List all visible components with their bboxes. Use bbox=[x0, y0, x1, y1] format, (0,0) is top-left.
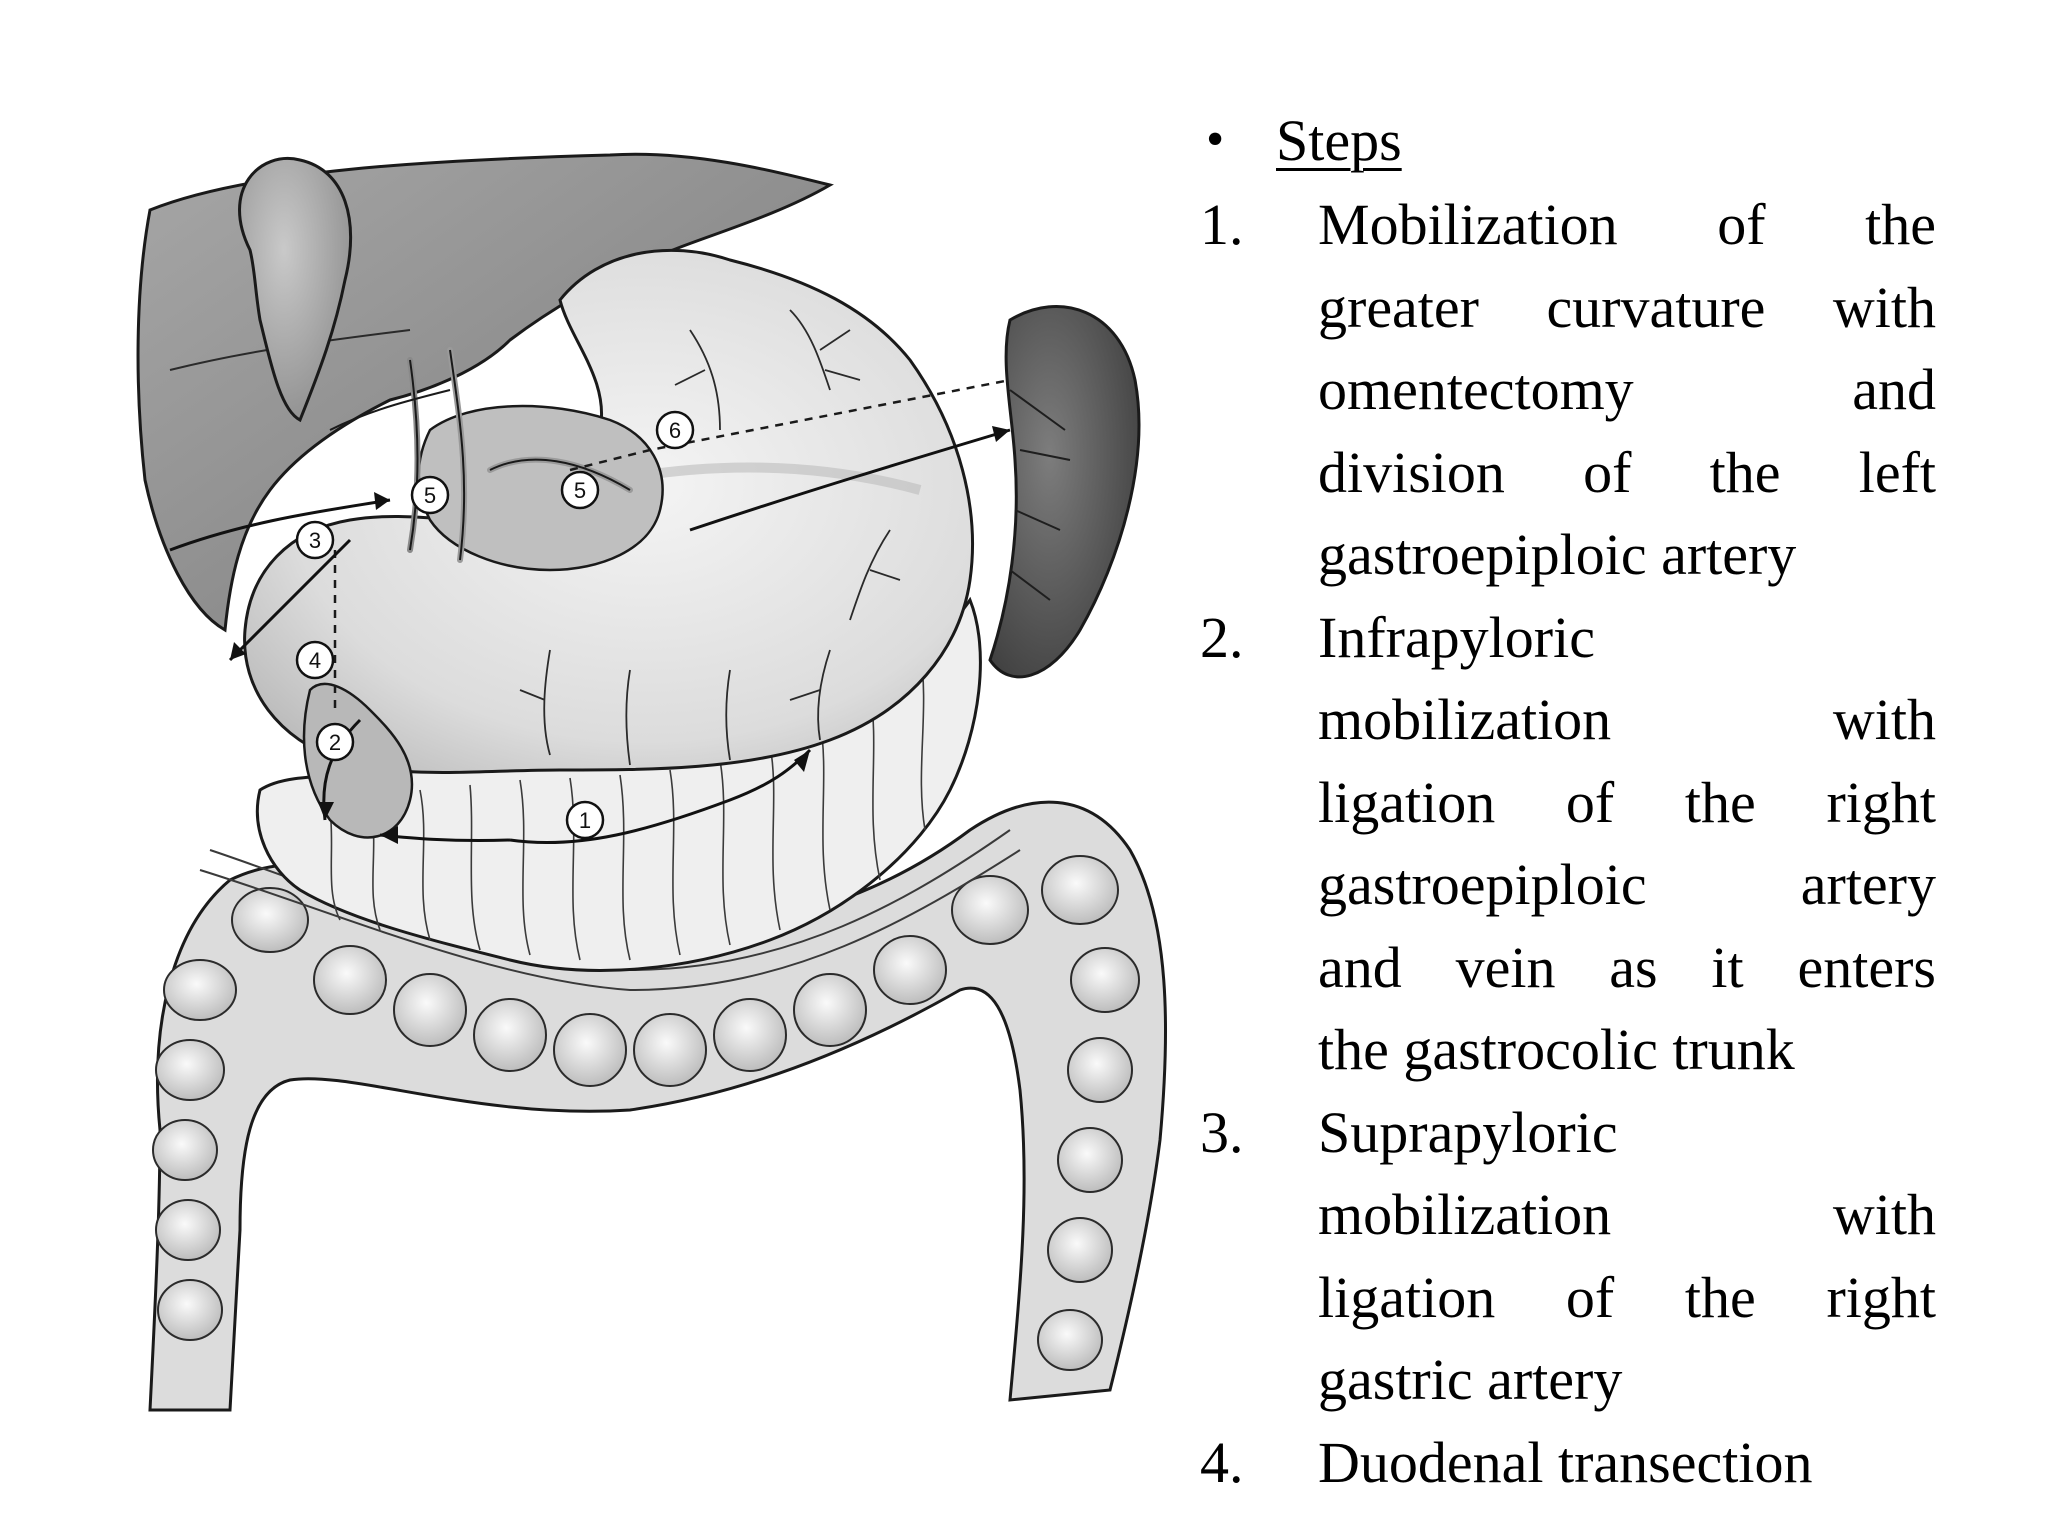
step-line: mobilization with bbox=[1318, 687, 1936, 752]
anatomy-drawing bbox=[130, 130, 1190, 1420]
step-line: mobilization with bbox=[1318, 1182, 1936, 1247]
step-line: the gastrocolic trunk bbox=[1318, 1017, 1795, 1082]
step-line: division of the left bbox=[1318, 439, 1936, 505]
step-text bbox=[1318, 1092, 1936, 1422]
marker-2-label: 2 bbox=[328, 730, 342, 755]
step-item bbox=[1198, 597, 1936, 1092]
steps-panel bbox=[1198, 100, 1936, 1504]
step-line: gastroepiploic artery bbox=[1318, 522, 1797, 587]
step-number: 1. bbox=[1200, 192, 1244, 257]
step-line: greater curvature with bbox=[1318, 274, 1936, 340]
marker-1 bbox=[567, 802, 603, 838]
bullet-icon: • bbox=[1206, 111, 1225, 168]
marker-5b bbox=[562, 472, 598, 508]
marker-3 bbox=[297, 522, 333, 558]
step-item bbox=[1198, 1422, 1936, 1505]
steps-list bbox=[1198, 184, 1936, 1504]
marker-6-label: 6 bbox=[668, 418, 682, 443]
step-number: 4. bbox=[1200, 1429, 1244, 1495]
marker-6 bbox=[657, 412, 693, 448]
step-line: gastroepiploic artery bbox=[1318, 852, 1936, 917]
step-number: 2. bbox=[1200, 604, 1244, 670]
step-line: Infrapyloric bbox=[1318, 604, 1595, 670]
step-number: 3. bbox=[1200, 1099, 1244, 1165]
step-text bbox=[1318, 597, 1936, 1092]
gastrectomy-illustration bbox=[130, 130, 1190, 1420]
steps-heading: Steps bbox=[1276, 108, 1402, 173]
step-line: and vein as it enters bbox=[1318, 934, 1936, 1000]
step-item bbox=[1198, 184, 1936, 597]
step-item bbox=[1198, 1092, 1936, 1422]
heading-row bbox=[1198, 100, 1936, 184]
marker-4 bbox=[297, 642, 333, 678]
step-line: ligation of the right bbox=[1318, 1264, 1936, 1330]
marker-4-label: 4 bbox=[308, 648, 322, 673]
step-line: omentectomy and bbox=[1318, 357, 1936, 422]
spleen-shape bbox=[990, 307, 1139, 677]
step-line: Mobilization of the bbox=[1318, 192, 1936, 257]
step-line: ligation of the right bbox=[1318, 769, 1936, 835]
step-line: gastric artery bbox=[1318, 1347, 1623, 1412]
marker-5a-label: 5 bbox=[423, 483, 437, 508]
marker-1-label: 1 bbox=[578, 808, 592, 833]
marker-2 bbox=[317, 724, 353, 760]
marker-5a bbox=[412, 477, 448, 513]
step-text bbox=[1318, 184, 1936, 597]
marker-5b-label: 5 bbox=[573, 478, 587, 503]
step-text bbox=[1318, 1422, 1936, 1505]
step-line: Duodenal transection bbox=[1318, 1429, 1813, 1495]
step-line: Suprapyloric bbox=[1318, 1099, 1618, 1165]
marker-3-label: 3 bbox=[308, 528, 322, 553]
